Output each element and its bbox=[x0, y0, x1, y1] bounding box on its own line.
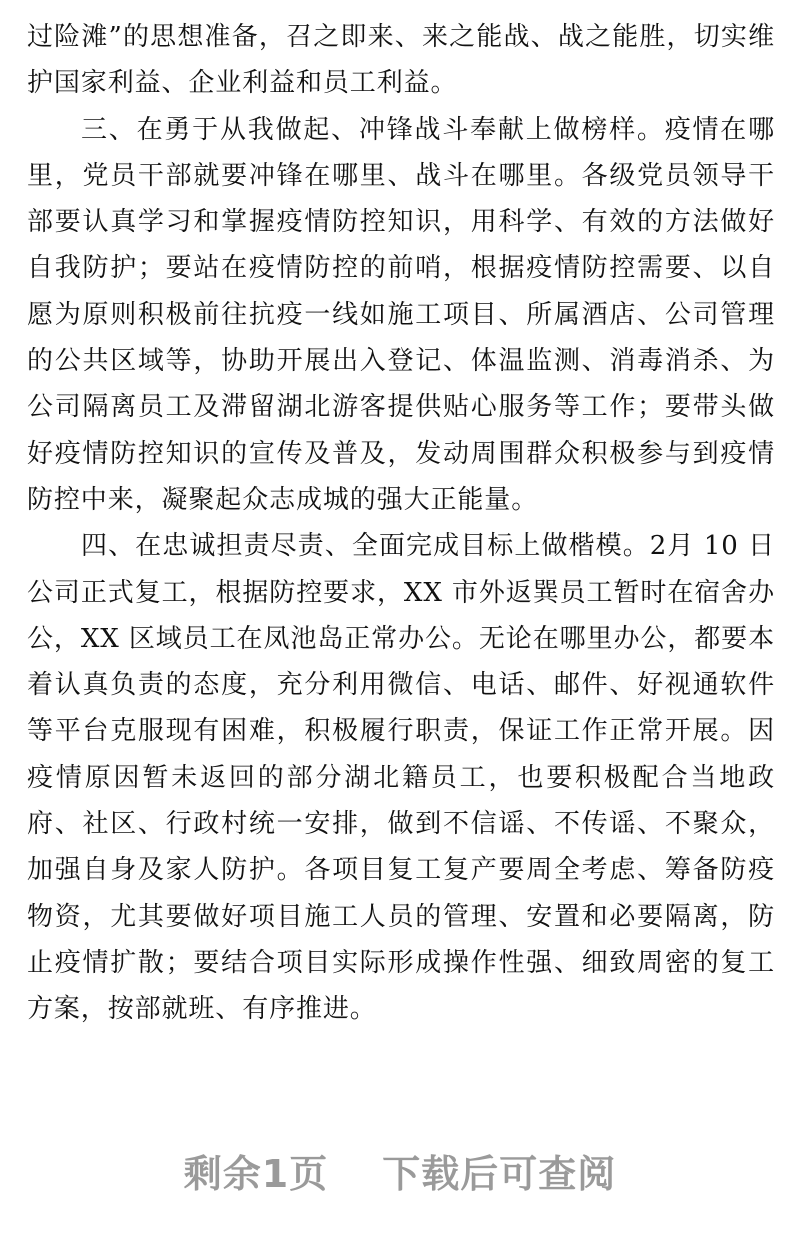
download-to-view-link[interactable]: 下载后可查阅 bbox=[382, 1151, 617, 1196]
paragraph-continuation: 过险滩”的思想准备，召之即来、来之能战、战之能胜，切实维护国家利益、企业利益和员工利益。 bbox=[27, 22, 775, 99]
paragraph-section-four: 四、在忠诚担责尽责、全面完成目标上做楷模。2月 10 日公司正式复工，根据防控要求，XX 市外返巽员工暂时在宿舍办公，XX 区域员工在凤池岛正常办公。无论在哪里办公，都要本着认真负责的态度，充分利用微信、电话、邮件、好视通软件等平台克服现有困难，积极履行职责，保证工作正常开展。因疫情原因暂未返回的部分湖北籍员工，也要积极配合当地政府、社区、行政村统一安排，做到不信谣、不传谣、不聚众，加强自身及家人防护。各项目复工复产要周全考虑、筹备防疫物资，尤其要做好项目施工人员的管理、安置和必要隔离，防止疫情扩散；要结合项目实际形成操作性强、细致周密的复工方案，按部就班、有序推进。 bbox=[27, 531, 775, 1025]
download-prompt-banner[interactable] bbox=[0, 1138, 800, 1202]
document-body bbox=[27, 14, 775, 1033]
remaining-pages-label[interactable]: 剩余1页 bbox=[183, 1151, 329, 1196]
paragraph-section-three: 三、在勇于从我做起、冲锋战斗奉献上做榜样。疫情在哪里，党员干部就要冲锋在哪里、战斗在哪里。各级党员领导干部要认真学习和掌握疫情防控知识，用科学、有效的方法做好自我防护；要站在疫情防控的前哨，根据疫情防控需要、以自愿为原则积极前往抗疫一线如施工项目、所属酒店、公司管理的公共区域等，协助开展出入登记、体温监测、消毒消杀、为公司隔离员工及滞留湖北游客提供贴心服务等工作；要带头做好疫情防控知识的宣传及普及，发动周围群众积极参与到疫情防控中来，凝聚起众志成城的强大正能量。 bbox=[27, 114, 775, 515]
